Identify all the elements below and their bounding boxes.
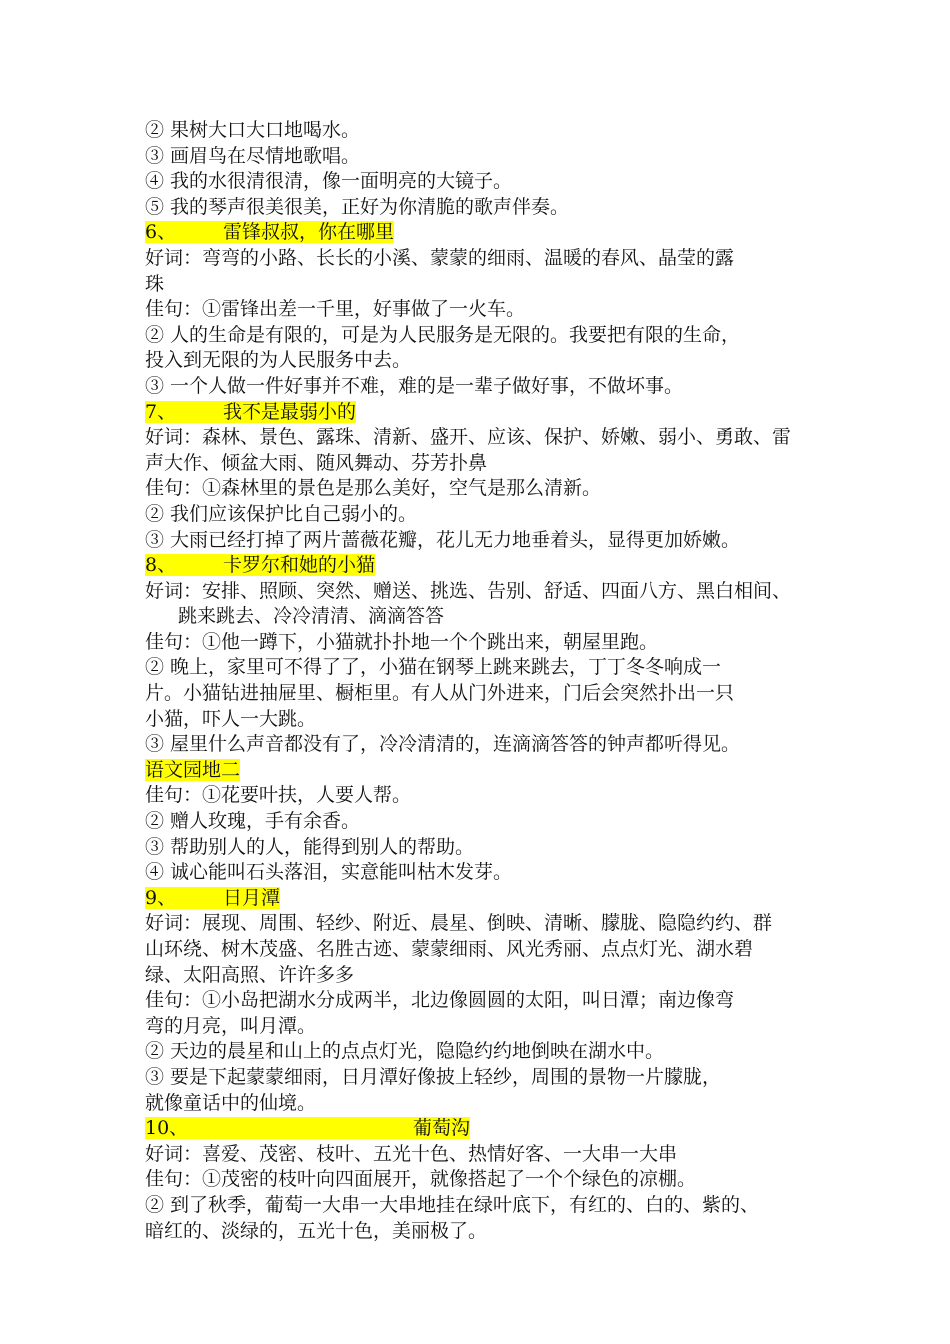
sentence-line: 佳句：①花要叶扶，人要人帮。 bbox=[145, 784, 412, 807]
section-number: 6、 bbox=[145, 221, 177, 244]
good-words-cont: 跳来跳去、冷冷清清、滴滴答答 bbox=[178, 605, 445, 628]
sentence-line: 佳句：①茂密的枝叶向四面展开，就像搭起了一个个绿色的凉棚。 bbox=[145, 1168, 697, 1191]
section-title: 葡萄沟 bbox=[413, 1117, 471, 1140]
section-number: 10、 bbox=[145, 1117, 189, 1140]
sentence-line: 佳句：①雷锋出差一千里，好事做了一火车。 bbox=[145, 298, 526, 321]
good-words: 好词：展现、周围、轻纱、附近、晨星、倒映、清晰、朦胧、隐隐约约、群 bbox=[145, 912, 773, 935]
text-line: ③ 画眉鸟在尽情地歌唱。 bbox=[145, 144, 361, 167]
sentence-line: ③ 帮助别人的人，能得到别人的帮助。 bbox=[145, 835, 475, 858]
sentence-line: ② 到了秋季，葡萄一大串一大串地挂在绿叶底下，有红的、白的、紫的、 bbox=[145, 1193, 760, 1216]
section-title: 雷锋叔叔，你在哪里 bbox=[223, 221, 395, 244]
text-line: ⑤ 我的琴声很美很美，正好为你清脆的歌声伴奏。 bbox=[145, 195, 570, 218]
good-words: 好词：喜爱、茂密、枝叶、五光十色、热情好客、一大串一大串 bbox=[145, 1142, 678, 1165]
sentence-line: 暗红的、淡绿的，五光十色，美丽极了。 bbox=[145, 1219, 488, 1242]
sentence-line: 就像童话中的仙境。 bbox=[145, 1091, 317, 1114]
section-title: 我不是最弱小的 bbox=[223, 400, 357, 423]
sentence-line: ④ 诚心能叫石头落泪，实意能叫枯木发芽。 bbox=[145, 861, 513, 884]
good-words-cont: 声大作、倾盆大雨、随风舞动、芬芳扑鼻 bbox=[145, 451, 488, 474]
sentence-line: 投入到无限的为人民服务中去。 bbox=[145, 349, 412, 372]
sentence-line: ③ 大雨已经打掉了两片蔷薇花瓣，花儿无力地垂着头，显得更加娇嫩。 bbox=[145, 528, 741, 551]
section-title: 语文园地二 bbox=[145, 758, 241, 781]
section-title: 卡罗尔和她的小猫 bbox=[223, 554, 376, 577]
sentence-line: 小猫，吓人一大跳。 bbox=[145, 707, 317, 730]
text-line: ② 果树大口大口地喝水。 bbox=[145, 119, 361, 141]
sentence-line: ② 人的生命是有限的，可是为人民服务是无限的。我要把有限的生命， bbox=[145, 323, 741, 346]
good-words: 好词：森林、景色、露珠、清新、盛开、应该、保护、娇嫩、弱小、勇敢、雷 bbox=[145, 426, 792, 449]
section-heading-9 bbox=[145, 886, 835, 912]
section-title: 日月潭 bbox=[223, 886, 281, 909]
good-words: 好词：弯弯的小路、长长的小溪、蒙蒙的细雨、温暖的春风、晶莹的露 bbox=[145, 246, 735, 269]
good-words-cont: 珠 bbox=[145, 272, 165, 295]
sentence-line: ③ 屋里什么声音都没有了，冷冷清清的，连滴滴答答的钟声都听得见。 bbox=[145, 733, 741, 756]
good-words: 好词：安排、照顾、突然、赠送、挑选、告别、舒适、四面八方、黑白相间、 bbox=[145, 579, 792, 602]
section-number: 8、 bbox=[145, 554, 177, 577]
sentence-line: ② 我们应该保护比自己弱小的。 bbox=[145, 502, 418, 525]
section-heading-6 bbox=[145, 220, 835, 246]
document-page bbox=[145, 118, 835, 1244]
text-line: ④ 我的水很清很清，像一面明亮的大镜子。 bbox=[145, 170, 513, 193]
good-words-cont: 山环绕、树木茂盛、名胜古迹、蒙蒙细雨、风光秀丽、点点灯光、湖水碧 bbox=[145, 938, 754, 960]
section-number: 9、 bbox=[145, 886, 177, 909]
section-heading-7 bbox=[145, 400, 835, 426]
sentence-line: 佳句：①森林里的景色是那么美好，空气是那么清新。 bbox=[145, 477, 602, 500]
good-words-cont: 绿、太阳高照、许许多多 bbox=[145, 963, 355, 986]
sentence-line: ③ 要是下起蒙蒙细雨，日月潭好像披上轻纱，周围的景物一片朦胧， bbox=[145, 1065, 722, 1088]
sentence-line: 佳句：①小岛把湖水分成两半，北边像圆圆的太阳，叫日潭；南边像弯 bbox=[145, 989, 735, 1012]
section-heading-8 bbox=[145, 553, 835, 579]
sentence-line: ③ 一个人做一件好事并不难，难的是一辈子做好事，不做坏事。 bbox=[145, 374, 684, 397]
sentence-line: 佳句：①他一蹲下，小猫就扑扑地一个个跳出来，朝屋里跑。 bbox=[145, 630, 659, 653]
sentence-line: ② 晚上，家里可不得了了，小猫在钢琴上跳来跳去，丁丁冬冬响成一 bbox=[145, 656, 722, 679]
section-heading-garden bbox=[145, 758, 835, 784]
sentence-line: 弯的月亮，叫月潭。 bbox=[145, 1014, 317, 1037]
sentence-line: ② 赠人玫瑰，手有余香。 bbox=[145, 810, 361, 833]
section-number: 7、 bbox=[145, 400, 177, 423]
sentence-line: 片。小猫钻进抽屉里、橱柜里。有人从门外进来，门后会突然扑出一只 bbox=[145, 682, 735, 705]
sentence-line: ② 天边的晨星和山上的点点灯光，隐隐约约地倒映在湖水中。 bbox=[145, 1040, 665, 1063]
section-heading-10 bbox=[145, 1116, 835, 1142]
